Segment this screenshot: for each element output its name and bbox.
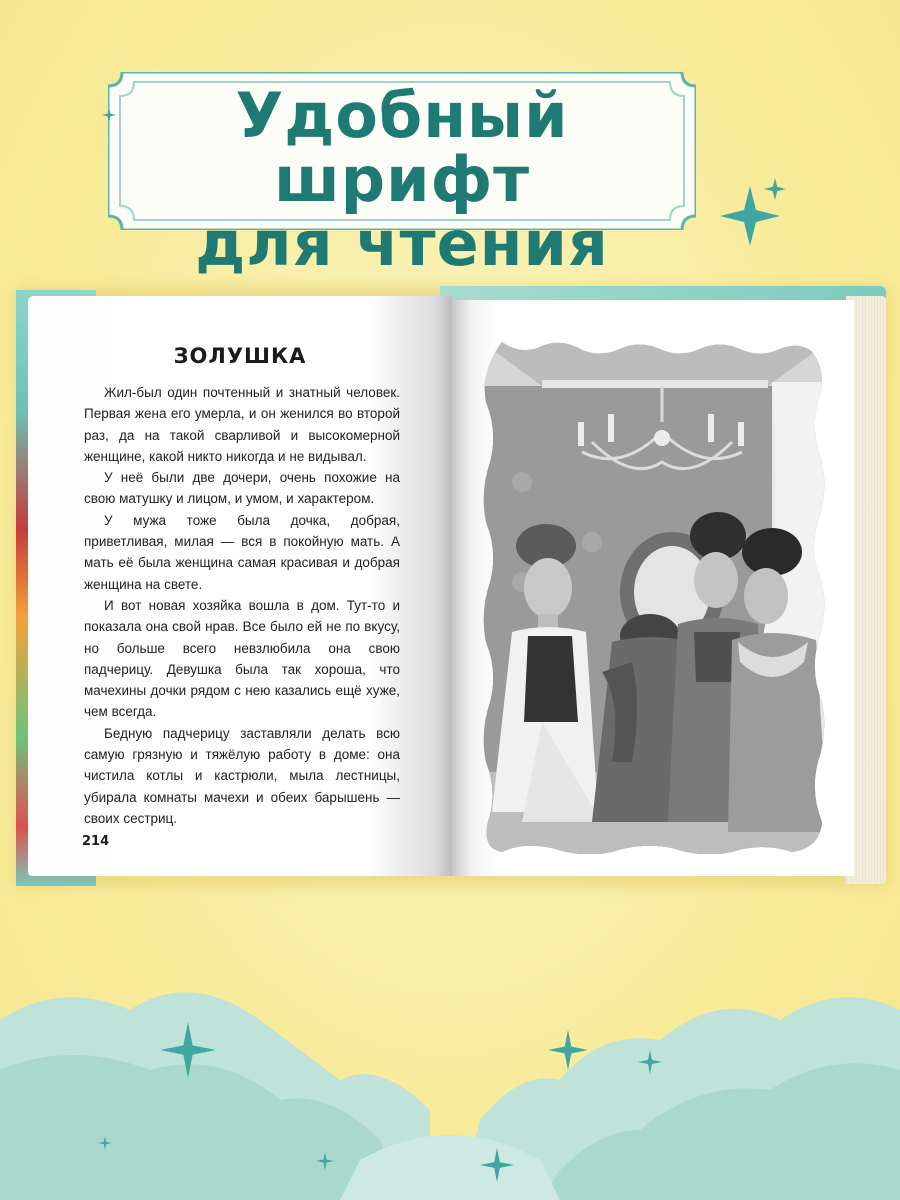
sparkle-icon (480, 1148, 514, 1182)
banner-heading (108, 79, 696, 280)
sparkle-icon (638, 1050, 662, 1074)
story-paragraph: У неё были две дочери, очень похожие на свою матушку и лицом, и умом, и характером. (84, 470, 400, 507)
page-number: 214 (82, 834, 110, 849)
sparkle-icon (548, 1030, 588, 1070)
banner-line-2: для чтения (195, 207, 609, 280)
sparkle-icon (316, 1152, 334, 1170)
story-paragraph: И вот новая хозяйка вошла в дом. Тут-то и показала она свой нрав. Все было ей не по вкусу, но больше всего невзлюбила она свою падчерицу. Девушка была так хороша, что мачехины дочки рядом с нею казались ещё хуже, чем всегда. (84, 597, 400, 720)
story-paragraph: Бедную падчерицу заставляли делать всю самую грязную и тяжёлую работу в доме: она чистила котлы и кастрюли, мыла лестницы, убирала комнаты мачехи и обеих барышень — своих сестриц. (84, 725, 400, 826)
story-paragraph: Жил-был один почтенный и знатный человек. Первая жена его умерла, и он женился во второй раз, да на такой сварливой и высокомерной женщине, какой никто никогда и не видывал. (84, 385, 400, 464)
sparkle-icon (102, 108, 116, 122)
sparkle-icon (764, 178, 786, 200)
sparkle-icon (160, 1022, 216, 1078)
cinderella-illustration (482, 342, 828, 854)
story-paragraph: У мужа тоже была дочка, добрая, приветливая, милая — вся в покойную мать. А мать её была женщина самая красивая и добрая женщина на свете. (84, 512, 400, 592)
story-title: ЗОЛУШКА (173, 344, 307, 368)
clouds (0, 960, 900, 1200)
title-banner (108, 72, 696, 280)
story-text (84, 382, 400, 829)
banner-line-1: Удобный шрифт (235, 79, 569, 216)
sparkle-icon (98, 1136, 112, 1150)
